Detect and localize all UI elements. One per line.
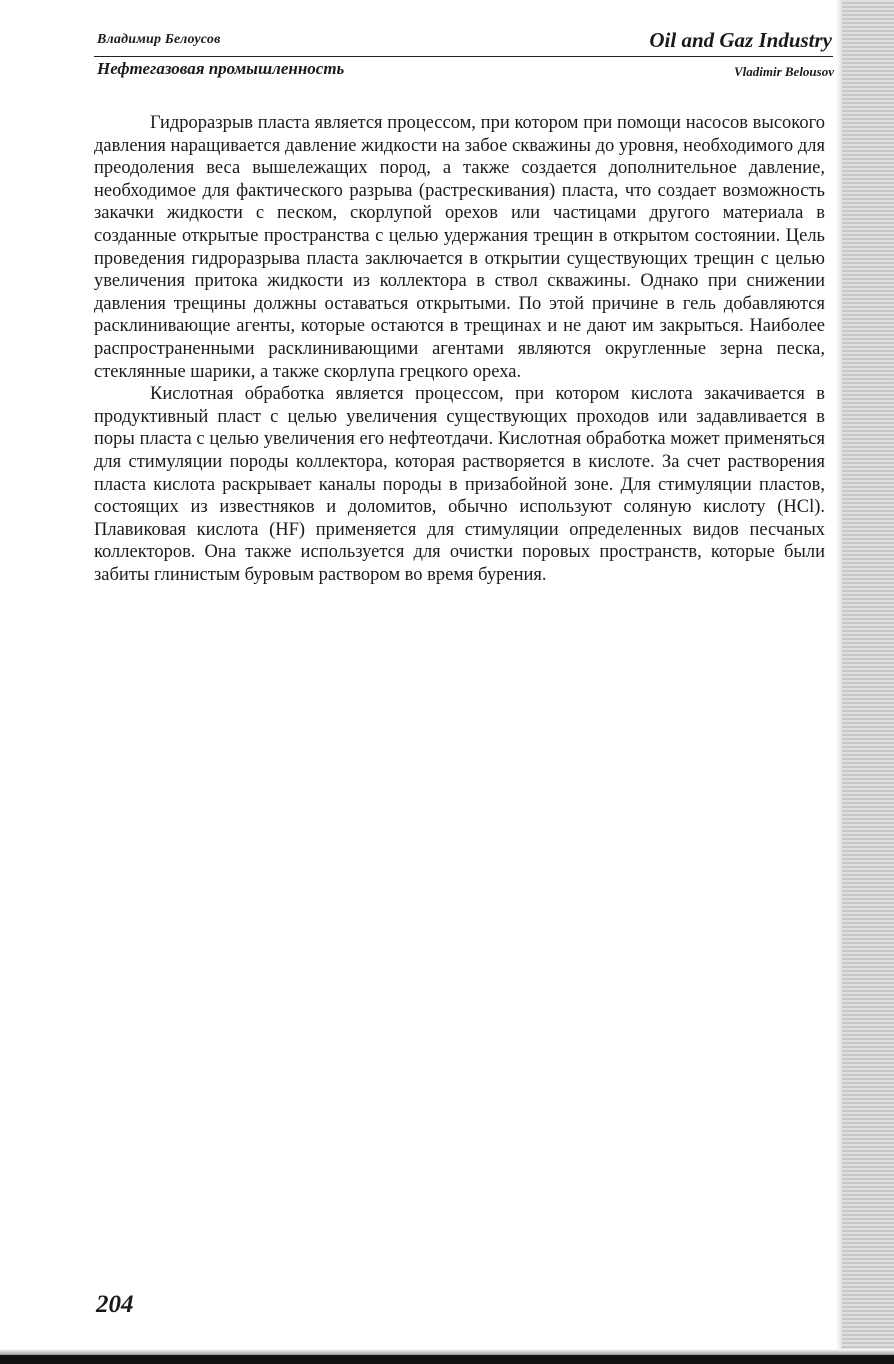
scan-edge-shadow bbox=[842, 0, 894, 1364]
running-head-journal-ru: Нефтегазовая промышленность bbox=[97, 59, 345, 78]
header-rule bbox=[94, 56, 833, 57]
running-head-author-en: Vladimir Belousov bbox=[733, 64, 834, 79]
scan-bottom-border bbox=[0, 1355, 894, 1364]
running-head-journal-en: Oil and Gaz Industry bbox=[649, 28, 832, 52]
running-head-author-ru: Владимир Белоусов bbox=[97, 32, 221, 47]
page-number: 204 bbox=[96, 1291, 134, 1318]
paragraph-acid-treatment: Кислотная обработка является процессом, при котором кислота закачивается в продуктивный пласт с целью увеличения существующих проходов или задавливается в поры пласта с целью увеличения его нефтеотдачи. Кислотная обработка может применяться для стимуляции породы коллектора, которая растворяется в кислоте. За счет растворения пласта кислота раскрывает каналы породы в призабойной зоне. Для стимуляции пластов, состоящих из известняков и доломитов, обычно используют соляную кислоту (HCl). Плавиковая кислота (HF) применяется для стимуляции определенных видов песчаных коллекторов. Она также используется для очистки поровых пространств, которые были забиты глинистым буровым раствором во время бурения. bbox=[94, 384, 825, 585]
body-text bbox=[94, 112, 825, 586]
paragraph-hydraulic-fracturing: Гидроразрыв пласта является процессом, при котором при помощи насосов высокого давления наращивается давление жидкости на забое скважины до уровня, необходимого для преодоления веса вышележащих пород, а также создается дополнительное давление, необходимое для фактического разрыва (растрескивания) пласта, что создает возможность закачки жидкости с песком, скорлупой орехов или частицами другого материала в созданные открытые пространства с целью удержания трещин в открытом состоянии. Цель проведения гидроразрыва пласта заключается в открытии существующих трещин с целью увеличения притока жидкости из коллектора в ствол скважины. Однако при снижении давления трещины должны оставаться открытыми. По этой причине в гель добавляются расклинивающие агенты, которые остаются в трещинах и не дают им закрыться. Наиболее распространенными расклинивающими агентами являются округленные зерна песка, стеклянные шарики, а также скорлупа грецкого ореха. bbox=[94, 113, 825, 382]
